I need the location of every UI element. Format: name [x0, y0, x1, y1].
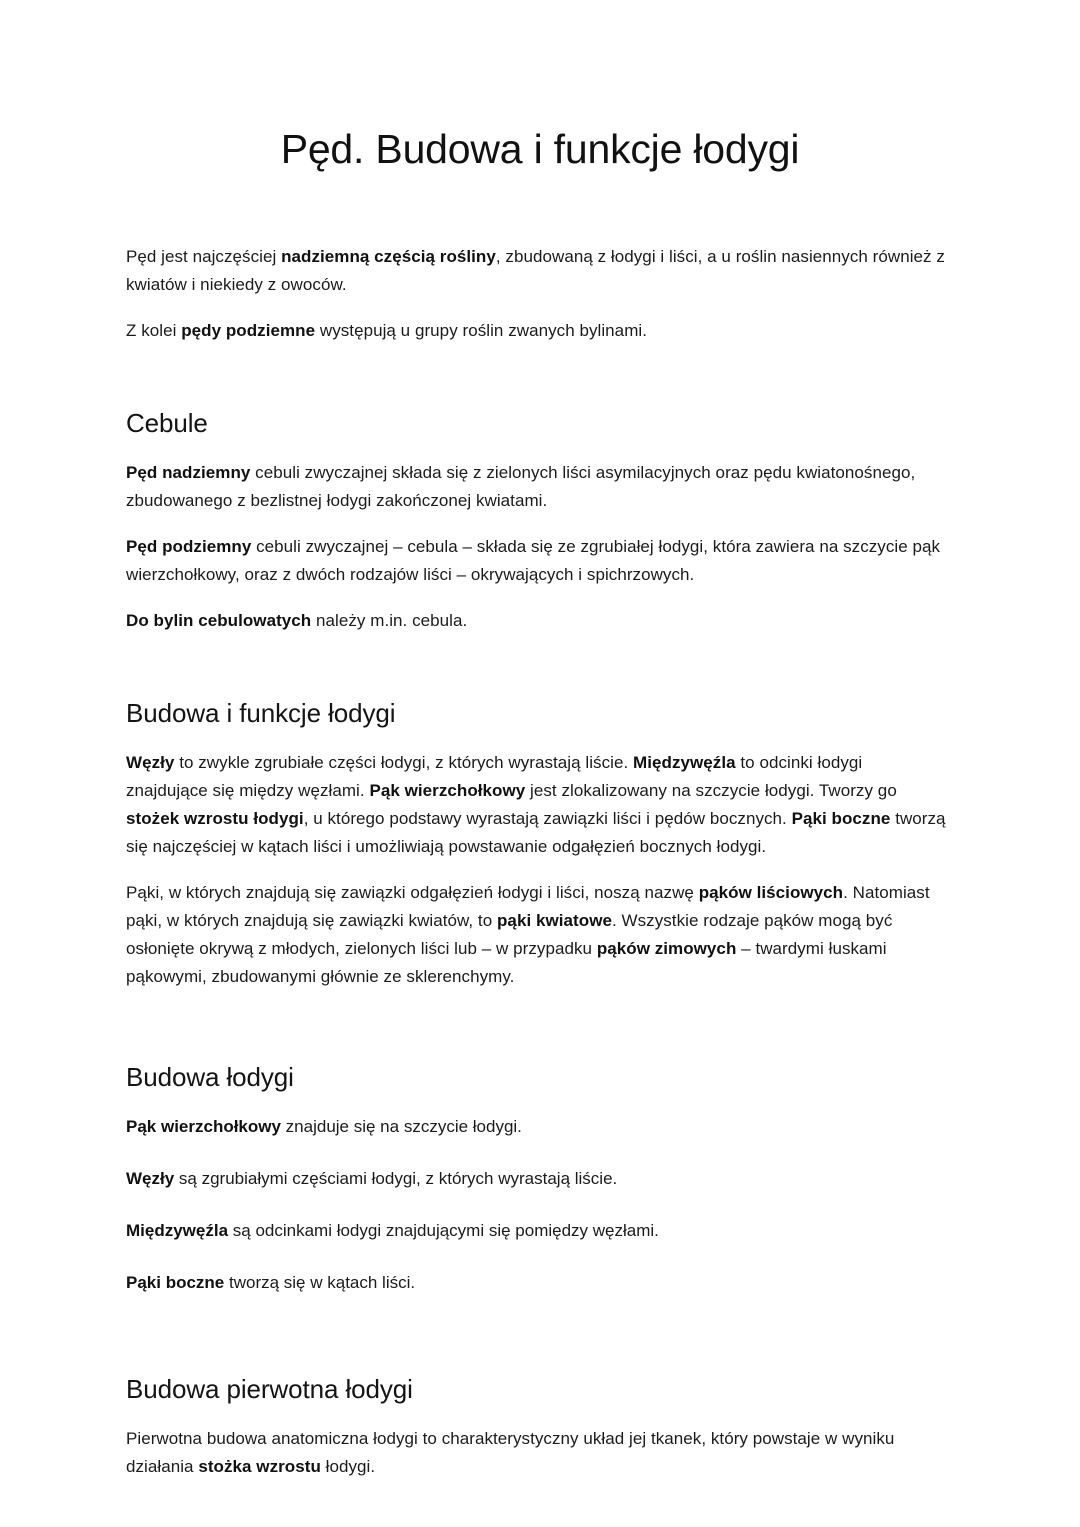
- bf-p2-text-3: . Natomiast pąki, w których znajdują się zawiązki kwiatów, to: [126, 883, 930, 931]
- budowa-lodygi-item-2: [126, 1165, 948, 1193]
- cebule-p2-bold: Pęd podziemny: [126, 537, 252, 557]
- section-heading-budowa-lodygi: Budowa łodygi: [126, 1062, 294, 1093]
- bf-p2-bold-2: pąków liściowych: [698, 883, 844, 903]
- bf-p1-bold-1: Węzły: [126, 752, 175, 772]
- spacer-before-budowa-pierwotna: [126, 1321, 948, 1373]
- bl-item2-bold: Węzły: [126, 1169, 175, 1189]
- bp-p1-bold: stożka wzrostu: [198, 1457, 321, 1477]
- bf-p2-text-5: . Wszystkie rodzaje pąków mogą być osłonięte okrywą z młodych, zielonych liści lub – w przypadku: [126, 911, 893, 959]
- intro-paragraph-2: [126, 317, 948, 345]
- bl-item4-rest: tworzą się w kątach liści.: [224, 1273, 416, 1293]
- intro-p2-part-a: Z kolei: [126, 321, 182, 341]
- bf-p2-text-7: – twardymi łuskami pąkowymi, zbudowanymi głównie ze sklerenchymy.: [126, 939, 887, 987]
- spacer-before-budowa-funkcje: [126, 653, 948, 697]
- intro-p1-bold: nadziemną częścią rośliny: [281, 247, 496, 266]
- bf-p1-text-2: to zwykle zgrubiałe części łodygi, z których wyrastają liście.: [174, 752, 634, 772]
- intro-paragraph-1: [126, 243, 948, 299]
- intro-p1-part-a: Pęd jest najczęściej: [126, 247, 282, 266]
- cebule-p2-rest: cebuli zwyczajnej – cebula – składa się ze zgrubiałej łodygi, która zawiera na szczycie pąk wierzchołkowy, oraz z dwóch rodzajów liści – okrywających i spichrzowych.: [126, 537, 941, 585]
- intro-p2-bold: pędy podziemne: [181, 321, 316, 341]
- bf-p1-bold-9: Pąki boczne: [791, 809, 891, 829]
- bf-p2-text-1: Pąki, w których znajdują się zawiązki odgałęzień łodygi i liści, noszą nazwę: [126, 883, 699, 903]
- intro-p1-part-c: , zbudowaną z łodygi i liści, a u roślin nasiennych również z kwiatów i niekiedy z owoców.: [126, 247, 945, 295]
- section-heading-cebule: Cebule: [126, 408, 208, 439]
- bf-p1-text-8: , u którego podstawy wyrastają zawiązki liści i pędów bocznych.: [303, 809, 792, 829]
- bl-item3-bold: Międzywęźla: [126, 1221, 229, 1241]
- cebule-paragraph-3: [126, 607, 948, 635]
- page-title: Pęd. Budowa i funkcje łodygi: [280, 126, 800, 172]
- bf-p1-bold-3: Międzywęźla: [633, 752, 736, 772]
- bl-item3-rest: są odcinkami łodygi znajdującymi się pomiędzy węzłami.: [228, 1221, 659, 1241]
- section-heading-budowa-pierwotna: Budowa pierwotna łodygi: [126, 1374, 413, 1405]
- budowa-funkcje-paragraph-1: [126, 749, 948, 861]
- budowa-pierwotna-paragraph-1: [126, 1425, 948, 1481]
- budowa-lodygi-item-3: [126, 1217, 948, 1245]
- budowa-funkcje-paragraph-2: [126, 879, 948, 991]
- bf-p1-text-10: tworzą się najczęściej w kątach liści i umożliwiają powstawanie odgałęzień bocznych łodygi.: [126, 809, 946, 857]
- spacer-before-cebule: [126, 363, 948, 407]
- cebule-p1-rest: cebuli zwyczajnej składa się z zielonych liści asymilacyjnych oraz pędu kwiatonośnego, zbudowanego z bezlistnej łodygi zakończonej kwiatami.: [126, 462, 916, 510]
- budowa-lodygi-item-4: [126, 1269, 948, 1297]
- bl-item2-rest: są zgrubiałymi częściami łodygi, z których wyrastają liście.: [174, 1169, 618, 1189]
- bf-p2-bold-4: pąki kwiatowe: [497, 911, 612, 931]
- bf-p1-bold-7: stożek wzrostu łodygi: [126, 809, 304, 829]
- bp-p1-text-a: Pierwotna budowa anatomiczna łodygi to charakterystyczny układ jej tkanek, który powstaje w wyniku działania: [126, 1429, 895, 1477]
- section-heading-budowa-funkcje: Budowa i funkcje łodygi: [126, 698, 396, 729]
- cebule-p3-rest: należy m.in. cebula.: [311, 611, 468, 631]
- bl-item4-bold: Pąki boczne: [126, 1273, 225, 1293]
- cebule-paragraph-1: [126, 459, 948, 515]
- bl-item1-rest: znajduje się na szczycie łodygi.: [280, 1117, 522, 1137]
- bl-item1-bold: Pąk wierzchołkowy: [126, 1117, 281, 1137]
- bf-p1-bold-5: Pąk wierzchołkowy: [369, 781, 526, 801]
- bp-p1-text-c: łodygi.: [320, 1457, 376, 1477]
- cebule-p3-bold: Do bylin cebulowatych: [126, 611, 312, 631]
- document-body: [126, 243, 948, 1481]
- bf-p1-text-4: to odcinki łodygi znajdujące się między węzłami.: [126, 752, 863, 801]
- cebule-paragraph-2: [126, 533, 948, 589]
- cebule-p1-bold: Pęd nadziemny: [126, 462, 251, 482]
- intro-p2-part-c: występują u grupy roślin zwanych bylinami.: [315, 321, 648, 341]
- budowa-lodygi-item-1: [126, 1113, 948, 1141]
- bf-p2-bold-6: pąków zimowych: [596, 939, 737, 959]
- bf-p1-text-6: jest zlokalizowany na szczycie łodygi. Tworzy go: [525, 781, 897, 801]
- spacer-before-budowa-lodygi: [126, 1009, 948, 1061]
